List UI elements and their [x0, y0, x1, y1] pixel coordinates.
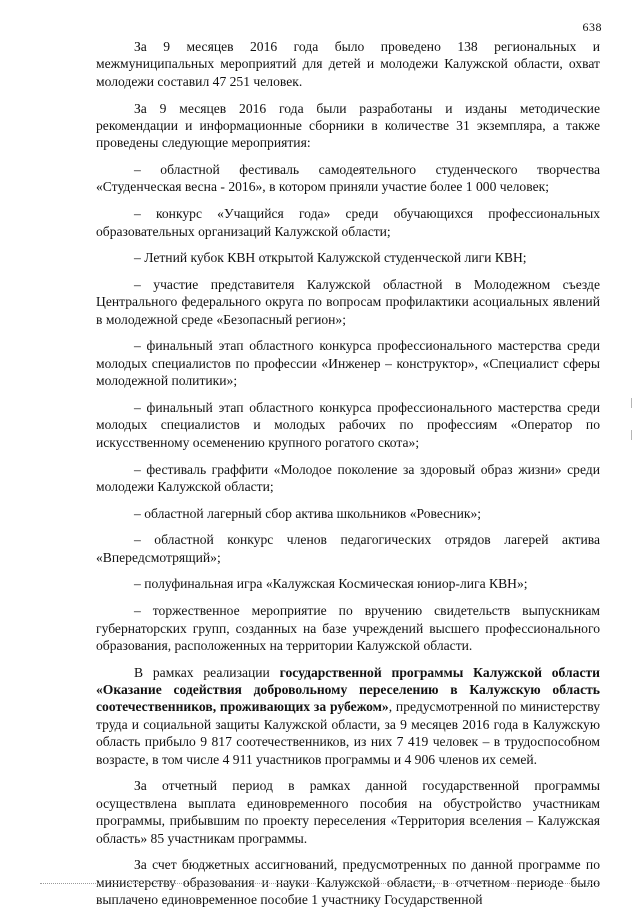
list-item-vperedsmotryashchiy: – областной конкурс членов педагогических отрядов лагерей актива «Впередсмотрящий»; [96, 532, 600, 565]
scan-artifact-line [40, 883, 598, 884]
page-number: 638 [582, 20, 602, 34]
paragraph-methodical-materials: За 9 месяцев 2016 года были разработаны и изданы методические рекомендации и информационные сборники в количестве 31 экземпляра, а также проведены следующие мероприятия: [96, 100, 600, 151]
paragraph-events-count: За 9 месяцев 2016 года было проведено 138 региональных и межмуниципальных мероприятий для детей и молодежи Калужской области, охват молодежи составил 47 251 человек. [96, 39, 600, 89]
list-item-student-of-year: – конкурс «Учащийся года» среди обучающихся профессиональных образовательных организаций Калужской области; [96, 206, 600, 239]
list-item-student-spring: – областной фестиваль самодеятельного студенческого творчества «Студенческая весна - 2016», в котором приняли участие более 1 000 человек; [96, 162, 600, 195]
list-item-graduation-ceremony: – торжественное мероприятие по вручению свидетельств выпускникам губернаторских групп, созданных на базе учреждений высшего профессионального образования, расположенных на территории Калужской области. [96, 603, 600, 653]
list-item-rovesnik-camp: – областной лагерный сбор актива школьников «Ровесник»; [134, 505, 482, 521]
scan-edge-mark [631, 430, 632, 440]
list-item-kvn-junior-league: – полуфинальная игра «Калужская Космическая юниор-лига КВН»; [134, 576, 528, 592]
scan-edge-mark [631, 398, 632, 408]
list-item-kvn-summer-cup: – Летний кубок КВН открытой Калужской студенческой лиги КВН; [134, 250, 527, 266]
list-item-engineer-contest: – финальный этап областного конкурса профессионального мастерства среди молодых специалистов по профессии «Инженер – конструктор», «Специалист сферы молодежной политики»; [96, 338, 600, 389]
paragraph-resettlement-program [96, 664, 600, 768]
document-body [96, 38, 600, 918]
paragraph-budget-allocations: За счет бюджетных ассигнований, предусмотренных по данной программе по министерству образования и науки Калужской области, в отчетном периоде было выплачено единовременное пособие 1 участнику Государственной [96, 857, 600, 908]
list-item-graffiti-festival: – фестиваль граффити «Молодое поколение за здоровый образ жизни» среди молодежи Калужской области; [96, 461, 600, 494]
resettlement-program-title: государственной программы Калужской области «Оказание содействия добровольному переселению в Калужскую область соотечественников, проживающих за рубежом» [96, 664, 600, 715]
paragraph-allowance-payment: За отчетный период в рамках данной государственной программы осуществлена выплата единовременного пособия на обустройство участникам программы, прибывшим по проекту переселения «Территория вселения – Калужская область» 85 участникам программы. [96, 778, 600, 846]
resettlement-tail-text: , предусмотренной по министерству труда и социальной защиты Калужской области, за 9 месяцев 2016 года в Калужскую область прибыло 9 817 соотечественников, из них 7 419 человек – в трудоспособном возрасте, в том числе 4 911 участников программы и 4 906 членов их семей. [96, 699, 600, 767]
list-item-operator-contest: – финальный этап областного конкурса профессионального мастерства среди молодых специалистов и молодых рабочих по профессиям «Оператор по искусственному осеменению крупного рогатого скота»; [96, 399, 600, 450]
resettlement-lead-text: В рамках реализации [134, 664, 280, 680]
list-item-youth-congress: – участие представителя Калужской областной в Молодежном съезде Центрального федерального округа по вопросам профилактики асоциальных явлений в молодежной среде «Безопасный регион»; [96, 276, 600, 327]
